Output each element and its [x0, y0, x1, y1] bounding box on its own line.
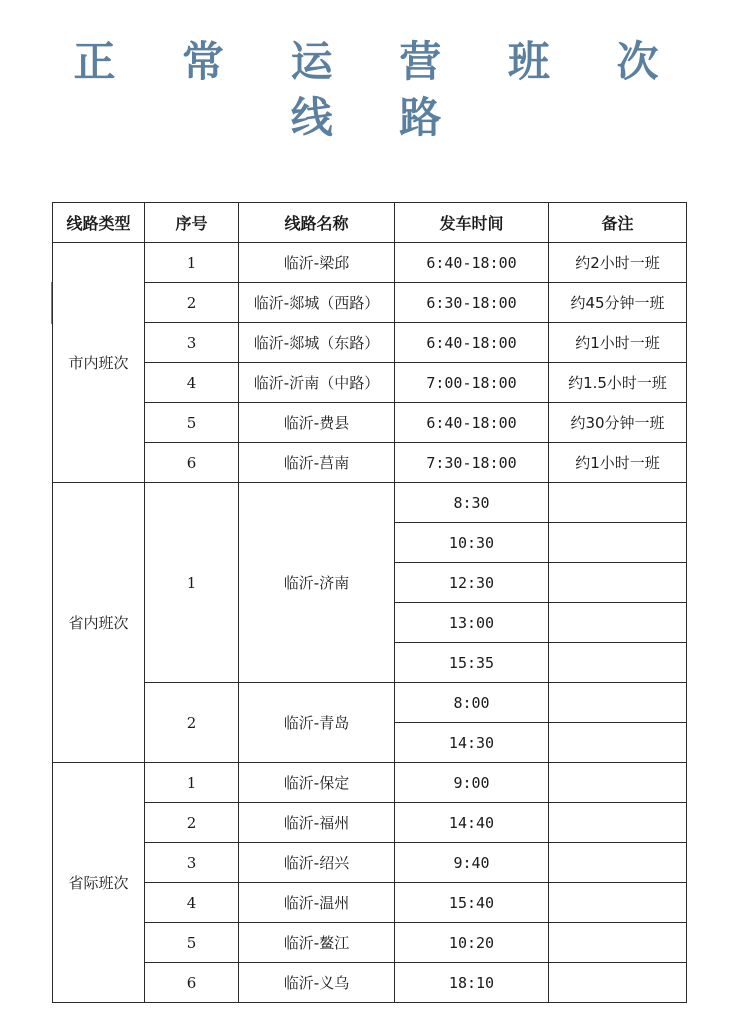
departure-time: 6:40-18:00: [395, 323, 549, 363]
route-name: 临沂-保定: [239, 763, 395, 803]
header-route: 线路名称: [239, 203, 395, 243]
table-row: [53, 323, 687, 363]
route-name: 临沂-费县: [239, 403, 395, 443]
row-number: 6: [145, 963, 239, 1003]
row-number: 1: [145, 483, 239, 683]
note: 约1小时一班: [549, 323, 687, 363]
header-no: 序号: [145, 203, 239, 243]
departure-time: 15:40: [395, 883, 549, 923]
departure-time: 14:40: [395, 803, 549, 843]
departure-time: 18:10: [395, 963, 549, 1003]
row-number: 6: [145, 443, 239, 483]
route-name: 临沂-郯城（西路）: [239, 283, 395, 323]
table-row: [53, 243, 687, 283]
note: [549, 883, 687, 923]
note: [549, 923, 687, 963]
note: 约2小时一班: [549, 243, 687, 283]
note: [549, 683, 687, 723]
route-name: 临沂-义乌: [239, 963, 395, 1003]
page-title: 正 常 运 营 班 次 线 路: [73, 37, 685, 142]
departure-time: 14:30: [395, 723, 549, 763]
table-row: [53, 763, 687, 803]
row-number: 2: [145, 803, 239, 843]
header-note: 备注: [549, 203, 687, 243]
row-number: 1: [145, 243, 239, 283]
table-row: [53, 403, 687, 443]
departure-time: 10:30: [395, 523, 549, 563]
table-row: [53, 483, 687, 523]
row-number: 3: [145, 843, 239, 883]
route-name: 临沂-郯城（东路）: [239, 323, 395, 363]
departure-time: 7:30-18:00: [395, 443, 549, 483]
row-number: 4: [145, 883, 239, 923]
schedule-table: [52, 202, 687, 1003]
route-name: 临沂-莒南: [239, 443, 395, 483]
row-number: 1: [145, 763, 239, 803]
row-number: 2: [145, 283, 239, 323]
row-number: 2: [145, 683, 239, 763]
note: [549, 483, 687, 523]
note: 约30分钟一班: [549, 403, 687, 443]
note: [549, 963, 687, 1003]
departure-time: 6:40-18:00: [395, 403, 549, 443]
departure-time: 12:30: [395, 563, 549, 603]
table-row: [53, 283, 687, 323]
note: [549, 563, 687, 603]
row-number: 3: [145, 323, 239, 363]
row-number: 5: [145, 403, 239, 443]
note: [549, 763, 687, 803]
departure-time: 6:40-18:00: [395, 243, 549, 283]
table-row: [53, 963, 687, 1003]
departure-time: 6:30-18:00: [395, 283, 549, 323]
table-row: [53, 683, 687, 723]
note: [549, 803, 687, 843]
departure-time: 9:40: [395, 843, 549, 883]
departure-time: 9:00: [395, 763, 549, 803]
departure-time: 10:20: [395, 923, 549, 963]
header-type: 线路类型: [53, 203, 145, 243]
note: [549, 643, 687, 683]
note: 约1.5小时一班: [549, 363, 687, 403]
departure-time: 8:00: [395, 683, 549, 723]
table-row: [53, 443, 687, 483]
route-name: 临沂-温州: [239, 883, 395, 923]
route-name: 临沂-济南: [239, 483, 395, 683]
route-name: 临沂-沂南（中路）: [239, 363, 395, 403]
note: [549, 523, 687, 563]
type-city: 市内班次: [53, 243, 145, 483]
header-time: 发车时间: [395, 203, 549, 243]
row-number: 5: [145, 923, 239, 963]
note: [549, 603, 687, 643]
note: [549, 843, 687, 883]
route-name: 临沂-绍兴: [239, 843, 395, 883]
route-name: 临沂-鳌江: [239, 923, 395, 963]
route-name: 临沂-福州: [239, 803, 395, 843]
table-row: [53, 843, 687, 883]
row-number: 4: [145, 363, 239, 403]
table-row: [53, 363, 687, 403]
table-row: [53, 883, 687, 923]
note: [549, 723, 687, 763]
departure-time: 13:00: [395, 603, 549, 643]
table-row: [53, 923, 687, 963]
note: 约1小时一班: [549, 443, 687, 483]
departure-time: 8:30: [395, 483, 549, 523]
note: 约45分钟一班: [549, 283, 687, 323]
table-row: [53, 803, 687, 843]
route-name: 临沂-梁邱: [239, 243, 395, 283]
type-province: 省内班次: [53, 483, 145, 763]
departure-time: 15:35: [395, 643, 549, 683]
header-row: [53, 203, 687, 243]
route-name: 临沂-青岛: [239, 683, 395, 763]
departure-time: 7:00-18:00: [395, 363, 549, 403]
type-interprovince: 省际班次: [53, 763, 145, 1003]
